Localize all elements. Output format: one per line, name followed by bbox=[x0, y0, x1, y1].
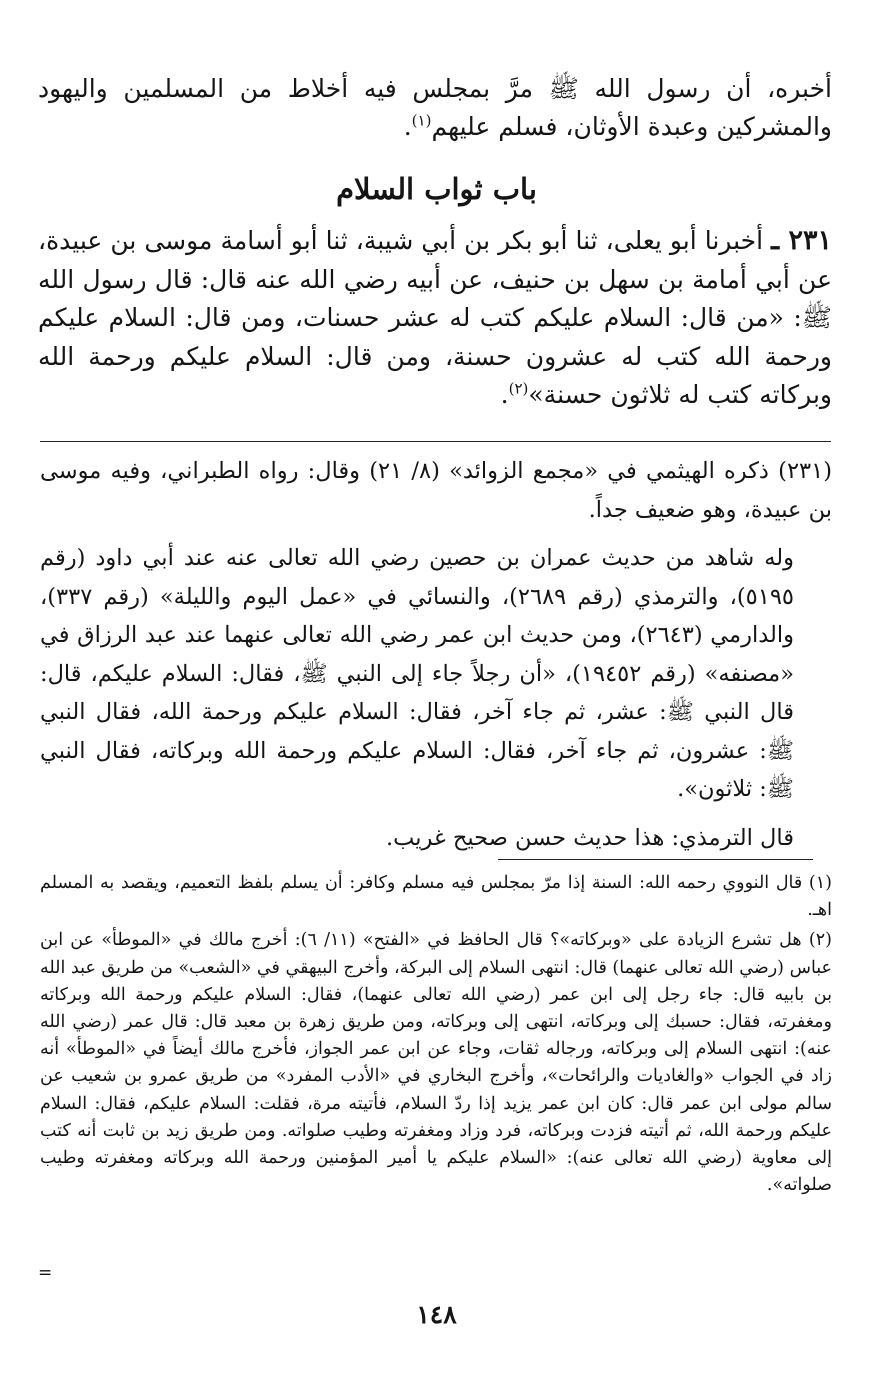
takhrij-paragraph-2: وله شاهد من حديث عمران بن حصين رضي الله تعالى عنه عند أبي داود (رقم ٥١٩٥)، والترمذي (رقم ٢٦٨٩)، والنسائي في «عمل اليوم والليلة» (رقم ٣٣٧)، والدارمي (٢٦٤٣)، ومن حديث ابن عمر رضي الله تعالى عنهما عند عبد الرزاق في «مصنفه» (رقم ١٩٤٥٢)، «أن رجلاً جاء إلى النبي ﷺ، فقال: السلام عليكم، قال: قال النبي ﷺ: عشر، ثم جاء آخر، فقال: السلام عليكم ورحمة الله، فقال النبي ﷺ: عشرون، ثم جاء آخر، فقال: السلام عليكم ورحمة الله وبركاته، فقال النبي ﷺ: ثلاثون». bbox=[40, 545, 794, 802]
takhrij-paragraph-1: (٢٣١) ذكره الهيثمي في «مجمع الزوائد» (٨/ ٢١) وقال: رواه الطبراني، وفيه موسى بن عبيدة، وهو ضعيف جداً. bbox=[40, 458, 832, 523]
main-divider bbox=[40, 441, 831, 442]
hadith-number: ٢٣١ ـ bbox=[771, 225, 832, 256]
continuation-mark: = bbox=[38, 1263, 53, 1283]
footnotes-section bbox=[40, 870, 832, 1199]
hadith-231 bbox=[38, 222, 832, 415]
footnote-ref-1: (١) bbox=[411, 111, 432, 130]
hadith-end: . bbox=[500, 380, 509, 409]
footnote-1: (١) قال النووي رحمه الله: السنة إذا مرّ بمجلس فيه مسلم وكافر: أن يسلم بلفظ التعميم، ويقصد به المسلم اهـ. bbox=[40, 873, 832, 921]
main-text-end: . bbox=[403, 112, 412, 141]
footnote-divider bbox=[498, 859, 813, 860]
main-text-paragraph bbox=[38, 70, 832, 146]
page-number: ١٤٨ bbox=[416, 1300, 457, 1329]
footnote-2: (٢) هل تشرع الزيادة على «وبركاته»؟ قال الحافظ في «الفتح» (١١/ ٦): أخرج مالك في «الموطأ» عن ابن عباس (رضي الله تعالى عنهما) قال: انتهى السلام إلى البركة، وأخرج البيهقي في «الشعب» من طريق عبد الله بن بابيه قال: جاء رجل إلى ابن عمر (رضي الله تعالى عنهما)، فقال: السلام عليكم ورحمة الله وبركاته ومغفرته، فقال: حسبك إلى وبركاته، انتهى إلى وبركاته، ومن طريق زهرة بن معبد قال: قال عمر (رضي الله عنه): انتهى السلام إلى وبركاته، ورجاله ثقات، وجاء عن ابن عمر الجواز، فأخرج مالك أيضاً في «الموطأ» أنه زاد في الجواب «والغاديات والرائحات»، وأخرج البخاري في «الأدب المفرد» من طريق عمرو بن شعيب عن سالم مولى ابن عمر قال: كان ابن عمر يزيد إذا ردّ السلام، فأتيته مرة، فقلت: السلام عليكم، فقال: السلام عليكم ورحمة الله، ثم أتيته فزدت وبركاته، فرد وزاد ومغفرته وطيب صلواته. ومن طريق زيد بن ثابت أنه كتب إلى معاوية (رضي الله تعالى عنه): «السلام عليكم يا أمير المؤمنين ورحمة الله وبركاته ومغفرته وطيب صلواته». bbox=[40, 930, 832, 1196]
takhrij-paragraph-3: قال الترمذي: هذا حديث حسن صحيح غريب. bbox=[386, 824, 794, 851]
section-heading: باب ثواب السلام bbox=[336, 172, 537, 206]
takhrij-section bbox=[40, 452, 832, 857]
hadith-text: أخبرنا أبو يعلى، ثنا أبو بكر بن أبي شيبة، ثنا أبو أسامة موسى بن عبيدة، عن أبي أمامة بن سهل بن حنيف، عن أبيه رضي الله عنه قال: قال رسول الله ﷺ: «من قال: السلام عليكم كتب له عشر حسنات، ومن قال: السلام عليكم ورحمة الله كتب له عشرون حسنة، ومن قال: السلام عليكم ورحمة الله وبركاته كتب له ثلاثون حسنة» bbox=[38, 226, 832, 409]
main-text-body: أخبره، أن رسول الله ﷺ مرَّ بمجلس فيه أخلاط من المسلمين واليهود والمشركين وعبدة الأوثان، فسلم عليهم bbox=[38, 74, 832, 141]
footnote-ref-2: (٢) bbox=[508, 379, 529, 398]
